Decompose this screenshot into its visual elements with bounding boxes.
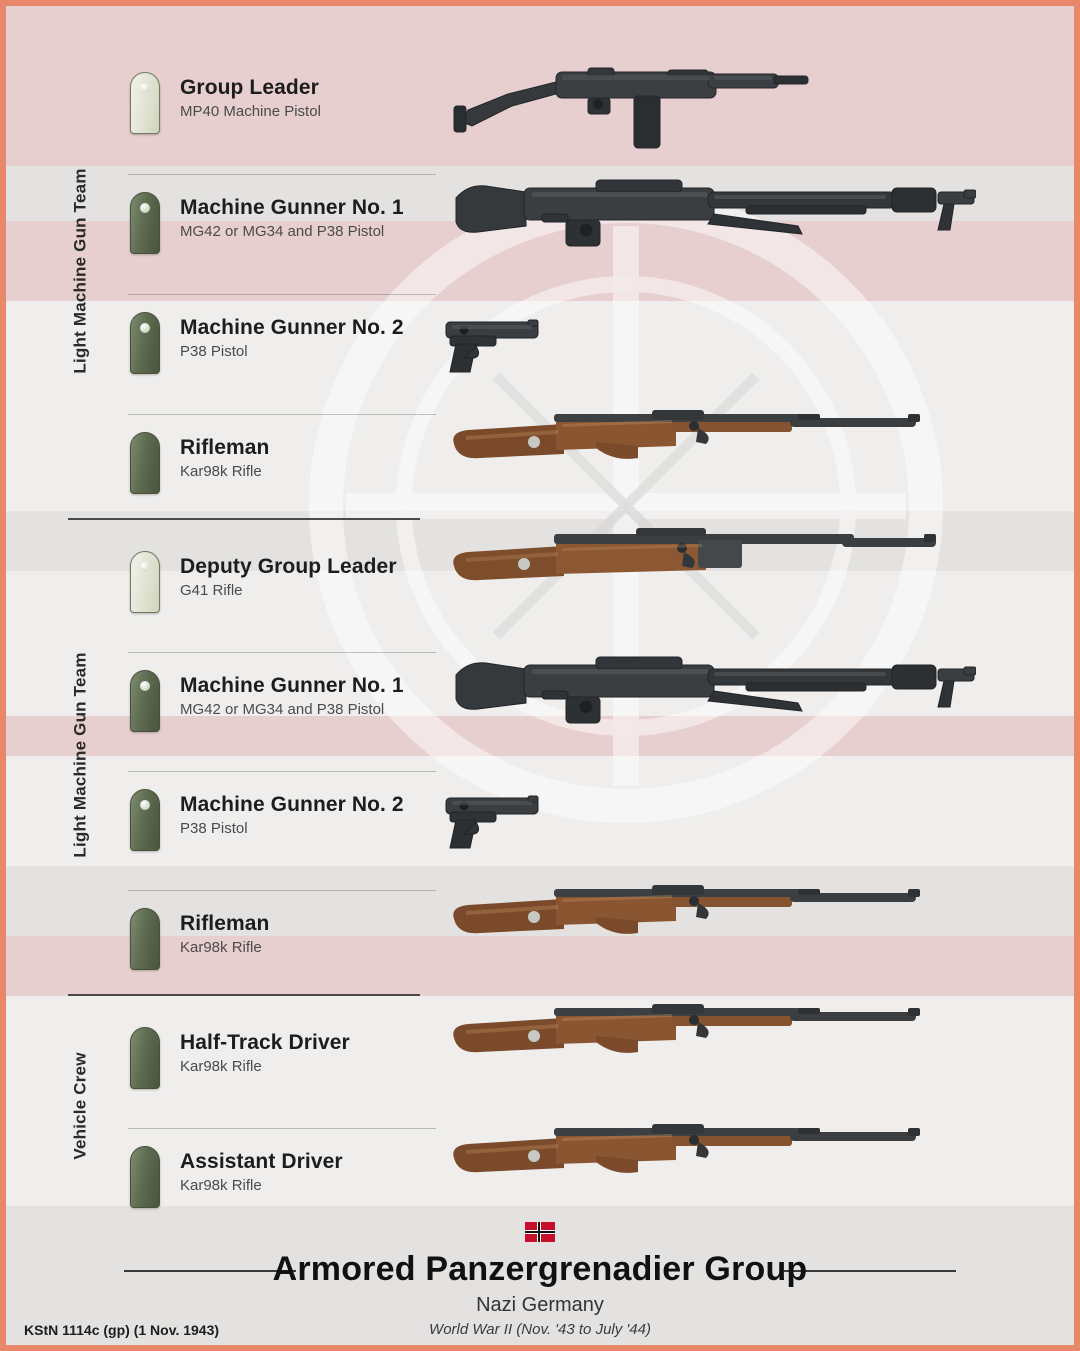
role-label: Deputy Group Leader [180,555,397,578]
role-label: Half-Track Driver [180,1031,350,1054]
weapon-label: Kar98k Rifle [180,463,262,480]
rank-insignia [130,1027,160,1089]
list-item [116,294,436,394]
weapon-label: G41 Rifle [180,582,243,599]
weapon-label: Kar98k Rifle [180,1058,262,1075]
rank-insignia [130,192,160,254]
weapon-image-kar98k [446,1118,936,1208]
list-item [116,652,436,752]
rank-insignia [130,72,160,134]
role-label: Assistant Driver [180,1150,343,1173]
weapon-label: MP40 Machine Pistol [180,103,321,120]
weapon-image-kar98k [446,998,936,1088]
role-label: Machine Gunner No. 1 [180,196,404,219]
list-item [116,890,436,990]
weapon-label: MG42 or MG34 and P38 Pistol [180,701,385,718]
group-label-lmg-team-1: Light Machine Gun Team [71,168,91,374]
row-divider [128,652,436,653]
rank-insignia [130,908,160,970]
group-label-vehicle-crew: Vehicle Crew [71,1052,91,1160]
weapon-image-kar98k [446,404,936,494]
weapon-label: Kar98k Rifle [180,1177,262,1194]
group-divider-1 [68,518,420,520]
weapon-label: P38 Pistol [180,343,248,360]
role-label: Rifleman [180,912,270,935]
weapon-image-mp40 [438,42,818,152]
rank-insignia [130,551,160,613]
row-divider [128,414,436,415]
weapon-label: MG42 or MG34 and P38 Pistol [180,223,385,240]
country-subtitle: Nazi Germany [476,1294,604,1316]
weapon-image-mg42 [446,651,976,751]
list-item [116,1009,436,1109]
rank-insignia [130,789,160,851]
row-divider [128,174,436,175]
role-label: Machine Gunner No. 2 [180,793,404,816]
period-label: World War II (Nov. '43 to July '44) [429,1321,651,1338]
row-divider [128,890,436,891]
rank-insignia [130,670,160,732]
list-item [116,414,436,514]
group-label-lmg-team-2: Light Machine Gun Team [71,652,91,858]
row-divider [128,771,436,772]
list-item [116,174,436,274]
weapon-image-p38 [436,312,546,378]
weapon-image-mg42 [446,174,976,274]
page-title: Armored Panzergrenadier Group [272,1250,808,1288]
germany-flag-icon [525,1222,555,1242]
row-divider [128,1128,436,1129]
group-divider-2 [68,994,420,996]
list-item [116,771,436,871]
role-label: Group Leader [180,76,319,99]
weapon-label: Kar98k Rifle [180,939,262,956]
role-label: Machine Gunner No. 2 [180,316,404,339]
role-label: Rifleman [180,436,270,459]
weapon-image-g41 [446,526,946,616]
list-item [116,54,436,154]
kstn-reference: KStN 1114c (gp) (1 Nov. 1943) [24,1322,220,1338]
rank-insignia [130,312,160,374]
weapon-image-p38 [436,788,546,854]
list-item [116,1128,436,1228]
weapon-label: P38 Pistol [180,820,248,837]
row-divider [128,294,436,295]
role-label: Machine Gunner No. 1 [180,674,404,697]
rank-insignia [130,432,160,494]
rank-insignia [130,1146,160,1208]
list-item [116,533,436,633]
weapon-image-kar98k [446,879,936,969]
